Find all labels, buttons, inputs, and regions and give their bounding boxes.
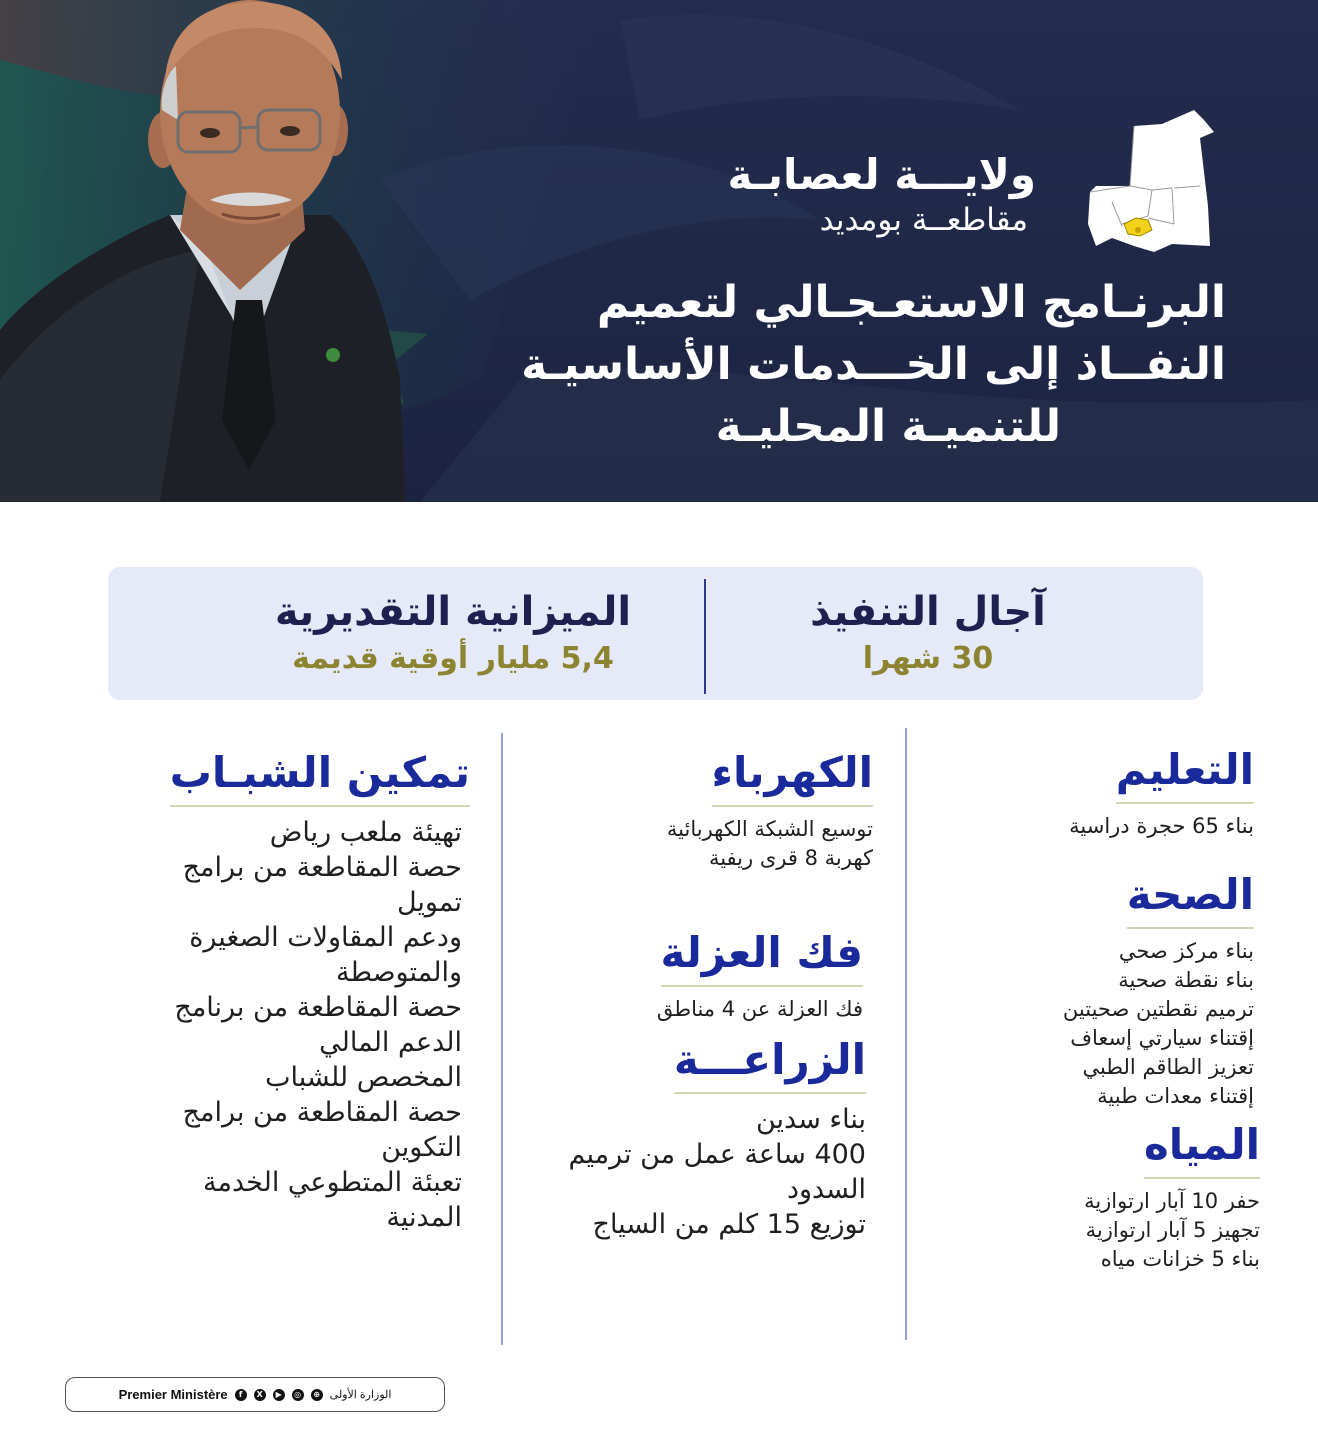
mauritania-map-icon: [1082, 106, 1222, 264]
list-item: حصة المقاطعة من برنامج: [174, 992, 462, 1023]
list-item: ودعم المقاولات الصغيرة: [189, 922, 462, 953]
list-item: بناء 5 خزانات مياه: [1100, 1247, 1260, 1271]
youtube-icon[interactable]: ▶: [273, 1389, 285, 1401]
header-banner: [0, 0, 1318, 502]
list-item: فك العزلة عن 4 مناطق: [656, 997, 863, 1021]
program-title-line: للتنميـة المحليـة: [715, 401, 1061, 452]
list-item: حصة المقاطعة من برامج: [182, 852, 462, 883]
list-item: ترميم نقطتين صحيتين: [1062, 997, 1254, 1021]
list-item: والمتوصطة: [335, 957, 462, 988]
section-title: التعليم: [1116, 745, 1254, 804]
list-item: كهربة 8 قرى ريفية: [708, 846, 873, 870]
footer-social-bar: [65, 1377, 445, 1412]
x-icon[interactable]: X: [254, 1389, 266, 1401]
column-divider: [905, 728, 907, 1340]
list-item: حفر 10 آبار ارتوازية: [1084, 1189, 1260, 1213]
section-title: الصحة: [1127, 870, 1254, 929]
section-title: تمكين الشبـاب: [170, 748, 470, 807]
list-item: توسيع الشبكة الكهربائية: [666, 817, 873, 841]
estimated-budget-label: الميزانية التقديرية: [274, 589, 632, 635]
org-name-fr: Premier Ministère: [118, 1387, 228, 1402]
program-title: [521, 272, 1226, 458]
list-item: تجهيز 5 آبار ارتوازية: [1085, 1218, 1260, 1242]
list-item: إقتناء سيارتي إسعاف: [1070, 1026, 1254, 1050]
list-item: بناء 65 حجرة دراسية: [1069, 814, 1254, 838]
section-health: [1063, 870, 1254, 1111]
list-item: إقتناء معدات طبية: [1097, 1084, 1254, 1108]
program-title-line: البرنـامج الاستعـجـالي لتعميم: [596, 277, 1226, 328]
web-icon[interactable]: ⊕: [311, 1389, 323, 1401]
execution-period-value: 30 شهرا: [862, 641, 994, 676]
section-agriculture: [569, 1035, 867, 1242]
region-title: ولايـــة لعصابـة: [727, 150, 1036, 199]
section-water: [1084, 1120, 1260, 1274]
list-item: تمويل: [396, 887, 462, 918]
list-item: تهيئة ملعب رياض: [269, 817, 462, 848]
list-item: المدنية: [386, 1202, 462, 1233]
estimated-budget-value: 5,4 مليار أوقية قديمة: [292, 641, 614, 676]
list-item: الدعم المالي: [319, 1027, 462, 1058]
list-item: تعزيز الطاقم الطبي: [1082, 1055, 1254, 1079]
estimated-budget: [258, 589, 648, 676]
program-info-bar: [108, 567, 1203, 700]
list-item: بناء سدين: [755, 1104, 866, 1135]
section-title: فك العزلة: [661, 928, 863, 987]
section-electricity: [667, 748, 873, 873]
execution-period: [748, 589, 1108, 676]
execution-period-label: آجال التنفيذ: [810, 589, 1046, 635]
list-item: بناء مركز صحي: [1118, 939, 1254, 963]
section-isolation: [657, 928, 863, 1024]
list-item: التكوين: [381, 1132, 462, 1163]
column-divider: [501, 733, 503, 1345]
list-item: السدود: [786, 1174, 866, 1205]
official-portrait: [0, 0, 420, 502]
list-item: 400 ساعة عمل من ترميم: [568, 1139, 866, 1170]
program-title-line: النفــاذ إلى الخـــدمات الأساسيـة: [521, 339, 1226, 390]
section-education: [1069, 745, 1254, 841]
section-title: الكهرباء: [712, 748, 873, 807]
region-subtitle: مقاطعــة بومديد: [819, 202, 1028, 238]
section-youth: [170, 748, 470, 1235]
facebook-icon[interactable]: f: [235, 1389, 247, 1401]
section-title: الزراعـــة: [674, 1035, 866, 1094]
list-item: تعبئة المتطوعي الخدمة: [203, 1167, 462, 1198]
list-item: المخصص للشباب: [265, 1062, 462, 1093]
list-item: بناء نقطة صحية: [1118, 968, 1254, 992]
instagram-icon[interactable]: ◎: [292, 1389, 304, 1401]
org-name-ar: الوزارة الأولى: [329, 1389, 392, 1401]
list-item: توزيع 15 كلم من السياج: [592, 1209, 866, 1240]
section-title: المياه: [1144, 1120, 1260, 1179]
info-divider: [704, 579, 706, 694]
list-item: حصة المقاطعة من برامج: [182, 1097, 462, 1128]
